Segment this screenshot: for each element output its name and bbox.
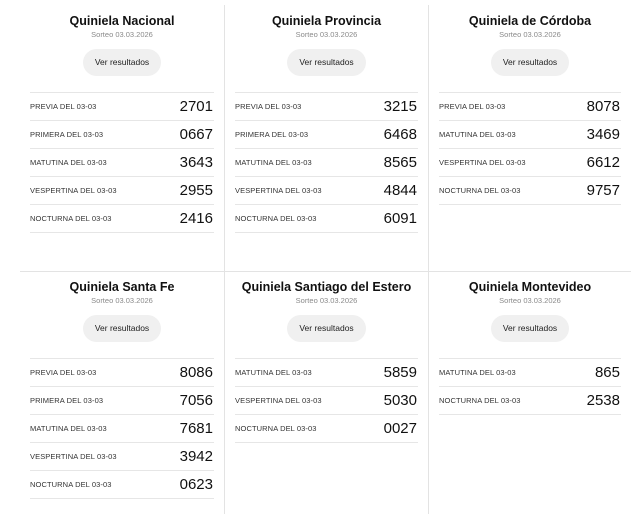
draw-label: PRIMERA DEL 03-03 [30,130,104,139]
draw-label: NOCTURNA DEL 03-03 [235,424,317,433]
result-row [235,359,418,387]
draw-number: 0623 [179,476,213,493]
result-row [439,387,621,415]
result-row [235,415,418,443]
draw-date: Sorteo 03.03.2026 [91,30,153,39]
result-row [439,359,621,387]
draw-date: Sorteo 03.03.2026 [91,296,153,305]
draw-label: PRIMERA DEL 03-03 [235,130,309,139]
card-title: Quiniela Provincia [271,14,382,28]
result-row [30,93,214,121]
draw-label: MATUTINA DEL 03-03 [439,368,516,377]
card-title: Quiniela Nacional [69,14,175,28]
result-row [439,93,621,121]
draw-label: PRIMERA DEL 03-03 [30,396,104,405]
draw-number: 6091 [383,210,417,227]
card-quiniela-cordoba [428,5,631,271]
draw-number: 5030 [383,392,417,409]
draw-number: 8086 [179,364,213,381]
result-row [30,443,214,471]
result-row [235,149,418,177]
card-quiniela-provincia [224,5,428,271]
draw-label: PREVIA DEL 03-03 [30,368,97,377]
result-row [235,177,418,205]
card-quiniela-santiago-del-estero [224,271,428,514]
draw-label: NOCTURNA DEL 03-03 [30,480,112,489]
quiniela-results-grid [20,5,631,514]
draw-label: PREVIA DEL 03-03 [235,102,302,111]
draw-number: 7056 [179,392,213,409]
draw-label: MATUTINA DEL 03-03 [30,424,107,433]
results-list [439,358,621,415]
draw-number: 6612 [586,154,620,171]
draw-label: NOCTURNA DEL 03-03 [439,396,521,405]
draw-label: NOCTURNA DEL 03-03 [439,186,521,195]
draw-number: 9757 [586,182,620,199]
draw-label: MATUTINA DEL 03-03 [235,368,312,377]
draw-label: NOCTURNA DEL 03-03 [30,214,112,223]
draw-number: 5859 [383,364,417,381]
draw-number: 2538 [586,392,620,409]
draw-number: 0027 [383,420,417,437]
draw-number: 6468 [383,126,417,143]
draw-label: NOCTURNA DEL 03-03 [235,214,317,223]
draw-label: MATUTINA DEL 03-03 [235,158,312,167]
result-row [30,359,214,387]
result-row [30,415,214,443]
draw-label: VESPERTINA DEL 03-03 [30,452,117,461]
draw-number: 3942 [179,448,213,465]
draw-label: MATUTINA DEL 03-03 [30,158,107,167]
draw-label: PREVIA DEL 03-03 [439,102,506,111]
result-row [235,93,418,121]
result-row [30,387,214,415]
results-list [30,358,214,499]
result-row [439,177,621,205]
ver-resultados-button[interactable]: Ver resultados [287,315,365,342]
draw-number: 3469 [586,126,620,143]
draw-number: 4844 [383,182,417,199]
draw-number: 7681 [179,420,213,437]
draw-number: 2701 [179,98,213,115]
ver-resultados-button[interactable]: Ver resultados [83,49,161,76]
draw-label: VESPERTINA DEL 03-03 [235,396,322,405]
card-title: Quiniela Santiago del Estero [241,280,412,294]
draw-label: VESPERTINA DEL 03-03 [30,186,117,195]
results-list [235,92,418,233]
result-row [235,205,418,233]
result-row [235,121,418,149]
draw-number: 2416 [179,210,213,227]
card-quiniela-santa-fe [20,271,224,514]
result-row [439,149,621,177]
result-row [30,177,214,205]
draw-number: 0667 [179,126,213,143]
draw-number: 8565 [383,154,417,171]
ver-resultados-button[interactable]: Ver resultados [83,315,161,342]
draw-number: 3215 [383,98,417,115]
draw-date: Sorteo 03.03.2026 [499,30,561,39]
draw-number: 8078 [586,98,620,115]
results-list [439,92,621,205]
draw-date: Sorteo 03.03.2026 [295,30,358,39]
result-row [30,149,214,177]
result-row [30,205,214,233]
ver-resultados-button[interactable]: Ver resultados [491,315,569,342]
card-quiniela-montevideo [428,271,631,514]
result-row [439,121,621,149]
card-quiniela-nacional [20,5,224,271]
draw-label: VESPERTINA DEL 03-03 [235,186,322,195]
draw-number: 865 [594,364,620,381]
ver-resultados-button[interactable]: Ver resultados [491,49,569,76]
draw-number: 2955 [179,182,213,199]
draw-date: Sorteo 03.03.2026 [295,296,358,305]
card-title: Quiniela Santa Fe [69,280,175,294]
results-list [30,92,214,233]
card-title: Quiniela de Córdoba [468,14,592,28]
result-row [235,387,418,415]
ver-resultados-button[interactable]: Ver resultados [287,49,365,76]
draw-label: MATUTINA DEL 03-03 [439,130,516,139]
card-title: Quiniela Montevideo [468,280,592,294]
result-row [30,121,214,149]
results-list [235,358,418,443]
draw-label: VESPERTINA DEL 03-03 [439,158,526,167]
draw-number: 3643 [179,154,213,171]
draw-date: Sorteo 03.03.2026 [499,296,561,305]
result-row [30,471,214,499]
draw-label: PREVIA DEL 03-03 [30,102,97,111]
